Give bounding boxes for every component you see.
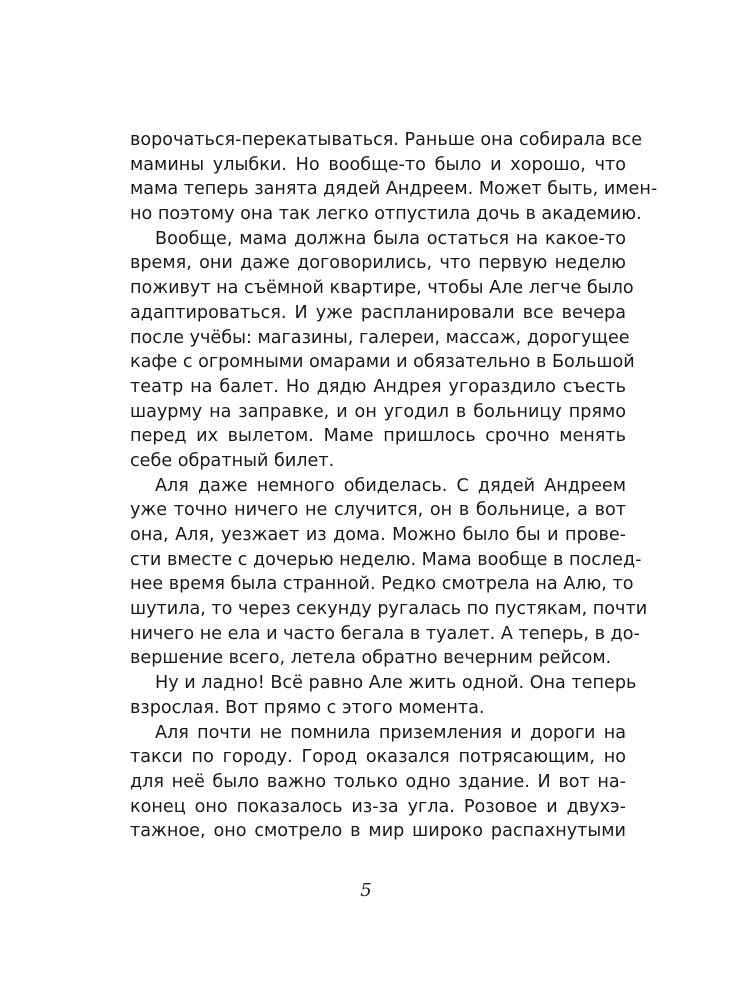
text-line: театр на балет. Но дядю Андрея угораздило съесть — [130, 376, 626, 397]
text-line: конец оно показалось из-за угла. Розовое и двухэ- — [130, 796, 626, 817]
text-line: шаурму на заправке, и он угодил в больницу прямо — [130, 401, 626, 422]
text-line: Аля даже немного обиделась. С дядей Андреем — [155, 475, 626, 496]
text-line: перед их вылетом. Маме пришлось срочно менять — [130, 426, 626, 447]
text-line: она, Аля, уезжает из дома. Можно было бы и прове- — [130, 525, 626, 545]
text-line: для неё было важно только одно здание. И вот на- — [130, 771, 626, 792]
paragraph — [130, 128, 658, 227]
text-line: ничего не ела и часто бегала в туалет. А теперь, в до- — [130, 623, 640, 644]
text-line: такси по городу. Город оказался потрясающим, но — [130, 747, 626, 768]
text-line: взрослая. Вот прямо с этого момента. — [130, 697, 485, 718]
text-line: адаптироваться. И уже распланировали все вечера — [130, 302, 626, 323]
text-line: Ну и ладно! Всё равно Але жить одной. Она теперь — [155, 673, 637, 694]
book-page-text — [130, 128, 658, 844]
text-line: Аля почти не помнила приземления и дороги на — [155, 722, 626, 743]
text-line: уже точно ничего не случится, он в больнице, а вот — [130, 500, 626, 521]
text-line: поживут на съёмной квартире, чтобы Але легче было — [130, 278, 634, 299]
paragraph — [130, 671, 637, 720]
paragraph — [130, 227, 635, 474]
text-line: мамины улыбки. Но вообще-то было и хорошо, что — [130, 154, 626, 175]
paragraph — [130, 474, 648, 672]
text-line: шутила, то через секунду ругалась по пустякам, почти — [130, 599, 648, 620]
text-line: сти вместе с дочерью неделю. Мама вообще в послед- — [130, 549, 642, 570]
paragraph — [130, 721, 626, 844]
text-line: ворочаться-перекатываться. Раньше она собирала все — [130, 130, 643, 150]
text-line: вершение всего, летела обратно вечерним рейсом. — [130, 648, 612, 669]
page-number: 5 — [360, 880, 372, 901]
text-line: Вообще, мама должна была остаться на какое-то — [155, 228, 626, 249]
text-line: время, они даже договорились, что первую неделю — [130, 253, 626, 274]
text-line: себе обратный билет. — [130, 450, 335, 471]
text-line: кафе с огромными омарами и обязательно в Большой — [130, 352, 635, 373]
text-line: нее время была странной. Редко смотрела на Алю, то — [130, 574, 634, 595]
text-line: тажное, оно смотрело в мир широко распахнутыми — [130, 821, 626, 842]
text-line: мама теперь занята дядей Андреем. Может быть, имен- — [130, 179, 658, 200]
text-line: но поэтому она так легко отпустила дочь в академию. — [130, 204, 642, 225]
text-line: после учёбы: магазины, галереи, массаж, дорогущее — [130, 327, 630, 348]
